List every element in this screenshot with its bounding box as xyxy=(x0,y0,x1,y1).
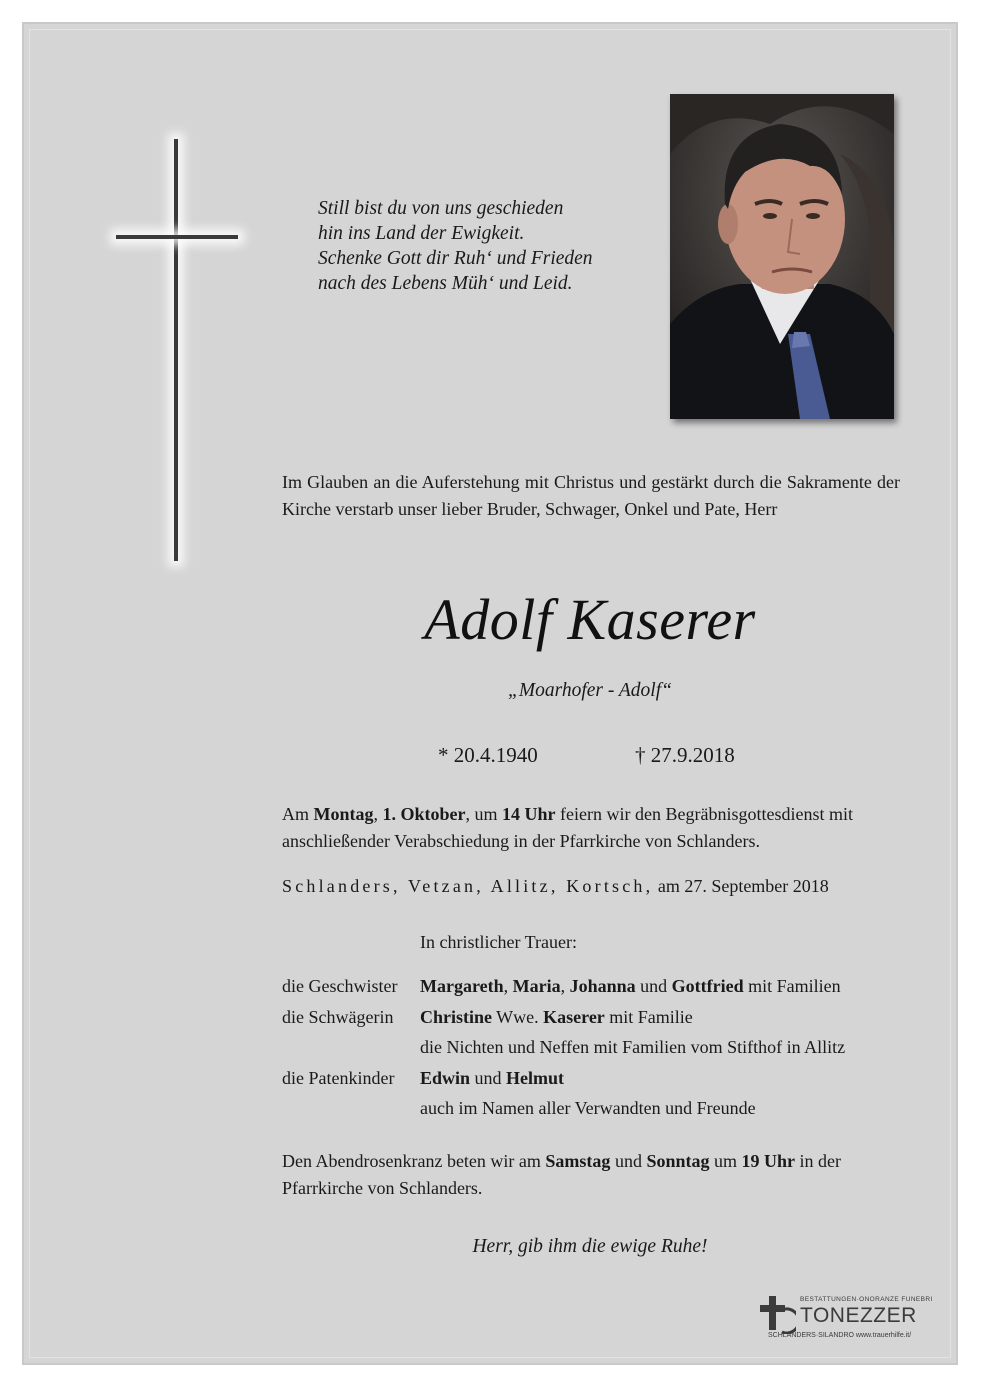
mourner-label-sister-in-law: die Schwägerin xyxy=(282,1007,394,1027)
place-and-date: Schlanders, Vetzan, Allitz, Kortsch, am 27. September 2018 xyxy=(282,876,829,896)
mourner-godchildren: Edwin und Helmut xyxy=(420,1068,565,1088)
verse-line: nach des Lebens Müh‘ und Leid. xyxy=(318,273,573,294)
memorial-verse xyxy=(318,196,593,296)
mourner-siblings: Margareth, Maria, Johanna und Gottfried mit Familien xyxy=(420,976,841,996)
mourner-nieces-nephews: die Nichten und Neffen mit Familien vom Stifthof in Allitz xyxy=(420,1037,846,1057)
deceased-name: Adolf Kaserer xyxy=(424,587,756,652)
portrait-photo xyxy=(670,94,894,419)
logo-tagline: BESTATTUNGEN·ONORANZE FUNEBRI xyxy=(800,1296,933,1303)
cross-icon-vertical xyxy=(174,139,178,561)
birth-date: * 20.4.1940 xyxy=(438,743,538,767)
funeral-home-logo xyxy=(760,1294,932,1348)
mourner-relatives: auch im Namen aller Verwandten und Freunde xyxy=(420,1098,756,1118)
verse-line: Schenke Gott dir Ruh‘ und Frieden xyxy=(318,248,593,269)
portrait-image xyxy=(670,94,894,419)
verse-line: hin ins Land der Ewigkeit. xyxy=(318,223,525,244)
death-date: † 27.9.2018 xyxy=(635,743,735,767)
mourning-title: In christlicher Trauer: xyxy=(420,932,577,952)
verse-line: Still bist du von uns geschieden xyxy=(318,198,564,219)
closing-prayer: Herr, gib ihm die ewige Ruhe! xyxy=(472,1236,708,1257)
tonezzer-cross-icon xyxy=(760,1296,796,1334)
logo-name: TONEZZER xyxy=(800,1304,917,1327)
mourner-label-godchildren: die Patenkinder xyxy=(282,1068,395,1088)
logo-address: SCHLANDERS·SILANDRO www.trauerhilfe.it/ xyxy=(768,1332,912,1339)
funeral-info: Am Montag, 1. Oktober, um 14 Uhr feiern wir den Begräbnisgottesdienst mit anschließender Verabschiedung in der Pfarrkirche von Schlanders. xyxy=(282,804,853,851)
rosary-info: Den Abendrosenkranz beten wir am Samstag und Sonntag um 19 Uhr in der Pfarrkirche von Schlanders. xyxy=(282,1151,841,1198)
nickname: „Moarhofer - Adolf“ xyxy=(508,680,672,701)
mourner-sister-in-law: Christine Wwe. Kaserer mit Familie xyxy=(420,1007,693,1027)
cross-icon-horizontal xyxy=(116,235,238,239)
mourner-label-siblings: die Geschwister xyxy=(282,976,398,996)
intro-paragraph: Im Glauben an die Auferstehung mit Christus und gestärkt durch die Sakramente der Kirche verstarb unser lieber Bruder, Schwager, Onkel und Pate, Herr xyxy=(282,472,900,519)
